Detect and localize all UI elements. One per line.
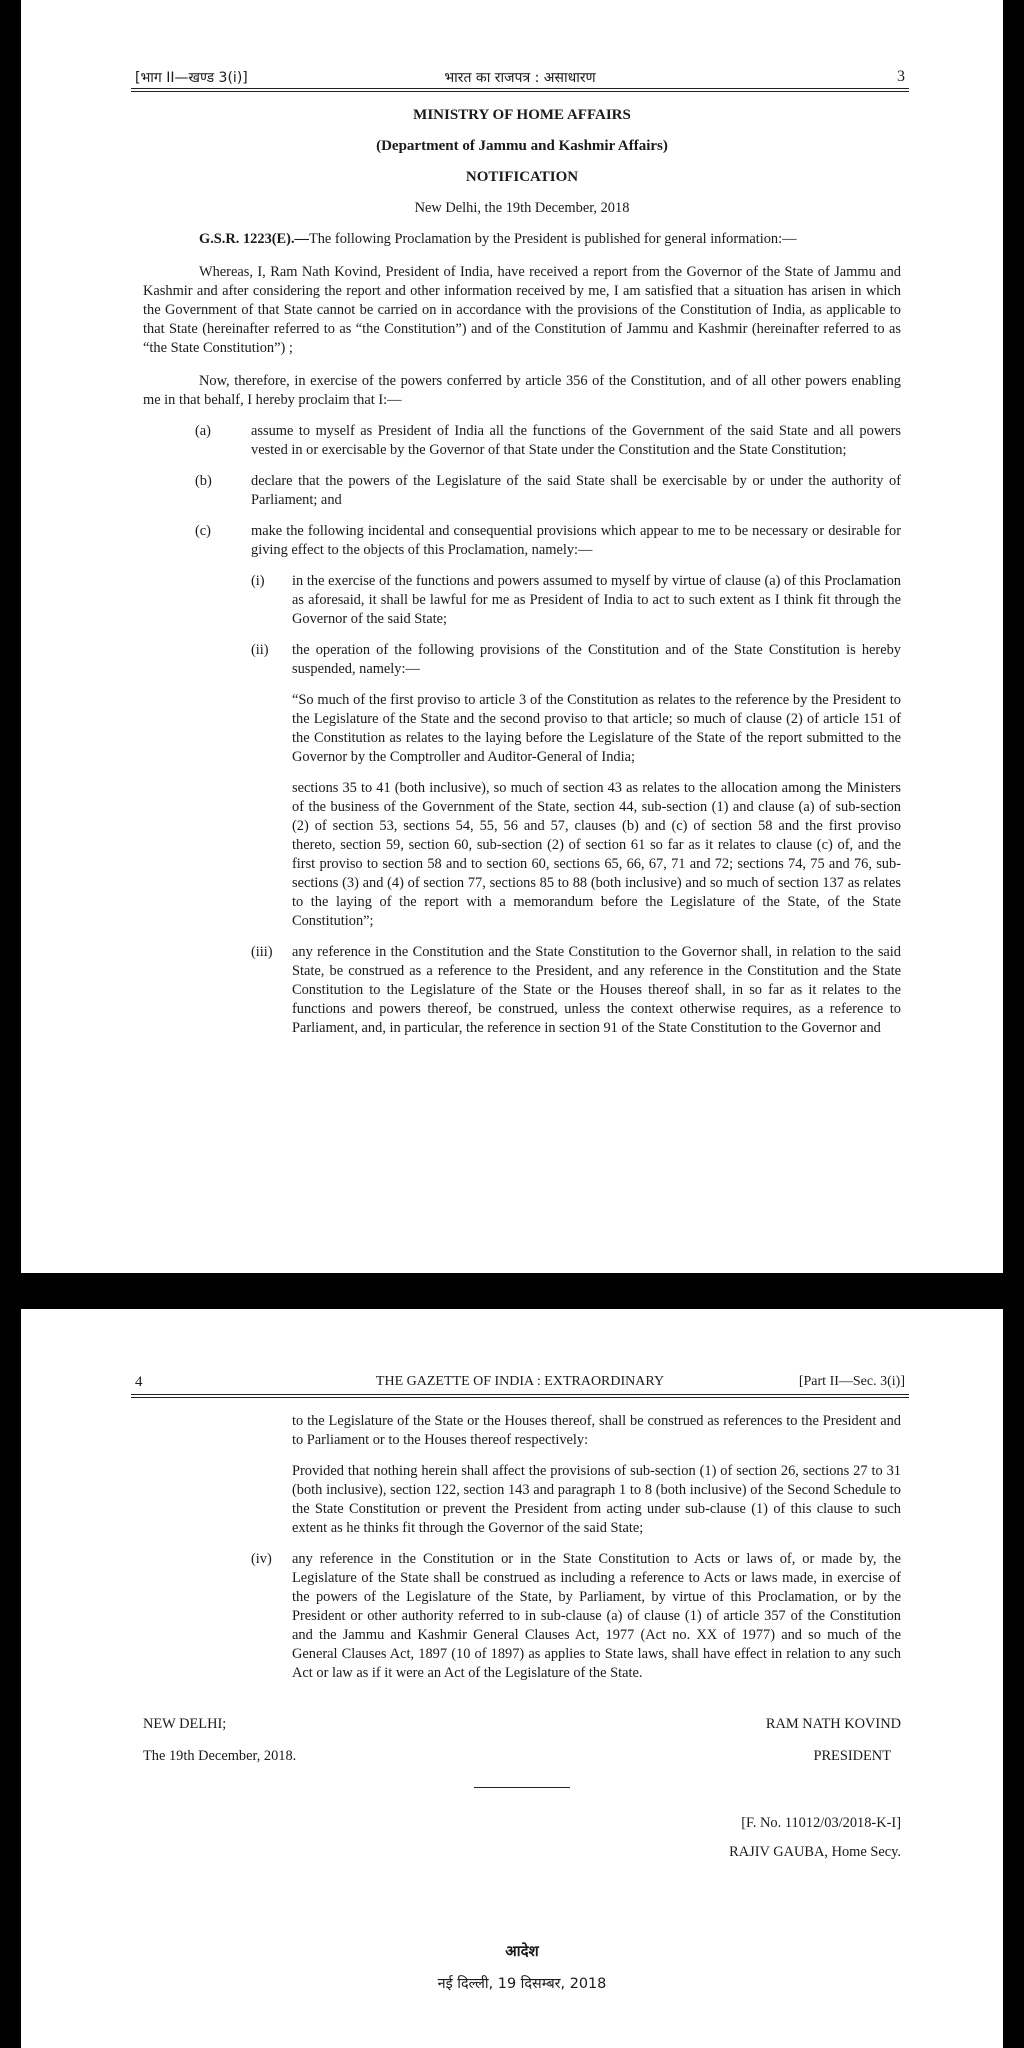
department-heading: (Department of Jammu and Kashmir Affairs) [376, 138, 668, 154]
clause-text: assume to myself as President of India all the functions of the Government of the said State and all powers vested in or exercisable by the Governor of that State under the Constitution and the State Constitution; [251, 423, 901, 458]
header-section-label: [भाग II—खण्ड 3(i)] [135, 70, 248, 86]
gazette-page-3 [21, 0, 1003, 1273]
gsr-paragraph [143, 230, 901, 249]
suspended-provisions-quote-2: sections 35 to 41 (both inclusive), so much of section 43 as relates to the allocation among the Ministers of the business of the Government of the State, section 44, sub-section (1) and clause (a) of sub-section (2) of section 53, sections 54, 55, 56 and 57, clauses (b) and (c) of section 58 and the first proviso thereto, section 59, section 60, sub-section (2) of section 61 so far as it relates to clause (c) of, and the first proviso to section 58 and to section 60, sections 65, 66, 67, 71 and 72; sections 74, 75 and 76, sub-sections (3) and (4) of section 77, sections 85 to 88 (both inclusive) and so much of section 137 as relates to the laying of the report with a memorandum before the Legislature of the State, of the State Constitution”; [292, 780, 901, 929]
subclause-ii [143, 641, 901, 679]
clause-label: (b) [195, 473, 212, 489]
continuation-text: to the Legislature of the State or the Houses thereof, shall be construed as references to the President and to Parliament or to the Houses thereof respectively: [292, 1413, 901, 1448]
clause-text: declare that the powers of the Legislature of the said State shall be exercisable by or under the authority of Parliament; and [251, 473, 901, 508]
page-number: 4 [135, 1374, 143, 1390]
gazette-page-4 [21, 1309, 1003, 2048]
dateline: New Delhi, the 19th December, 2018 [414, 200, 630, 216]
subclause-text: in the exercise of the functions and powers assumed to myself by virtue of clause (a) of this Proclamation as aforesaid, it shall be lawful for me as President of India to act to such extent as I think fit through the Governor of the said State; [292, 573, 901, 627]
subclause-i [143, 572, 901, 629]
clause-text: make the following incidental and consequential provisions which appear to me to be necessary or desirable for giving effect to the objects of this Proclamation, namely:— [251, 523, 901, 558]
subclause-label: (iv) [251, 1551, 272, 1567]
header-section-label: [Part II—Sec. 3(i)] [798, 1374, 905, 1389]
whereas-paragraph: Whereas, I, Ram Nath Kovind, President of India, have received a report from the Governor of the State of Jammu and Kashmir and after considering the report and other information received by me, I am satisfied that a situation has arisen in which the Government of that State cannot be carried on in accordance with the provisions of the Constitution of India, as applicable to that State (hereinafter referred to as “the Constitution”) and of the Constitution of Jammu and Kashmir (hereinafter referred to as “the State Constitution”) ; [143, 264, 901, 356]
subclause-iv [143, 1550, 901, 1683]
signature-row-2 [143, 1747, 901, 1767]
subclause-text: any reference in the Constitution or in the State Constitution to Acts or laws of, or made by, the Legislature of the State shall be construed as including a reference to Acts or laws made, in exercise of the powers of the Legislature of the State, by Parliament, by virtue of this Proclamation, or by the President or other authority referred to in sub-clause (a) of clause (1) of article 357 of the Constitution and the Jammu and Kashmir General Clauses Act, 1977 (Act no. XX of 1977) and so much of the General Clauses Act, 1897 (10 of 1897) as applies to State laws, shall have effect in relation to any such Act or law as if it were an Act of the Legislature of the State. [292, 1551, 901, 1681]
page-number: 3 [897, 68, 905, 85]
gsr-text: The following Proclamation by the President is published for general information:— [308, 231, 797, 247]
suspended-provisions-quote-1: “So much of the first proviso to article 3 of the Constitution as relates to the reference by the President to the Legislature of the State and the second proviso to that article; so much of clause (2) of article 151 of the Constitution as relates to the laying before the Legislature of the State of the report submitted to the Governor by the Comptroller and Auditor-General of India; [292, 692, 901, 765]
hindi-dateline: नई दिल्ली, 19 दिसम्बर, 2018 [437, 1976, 607, 1992]
subclause-text: any reference in the Constitution and the State Constitution to the Governor shall, in relation to the said State, be construed as a reference to the President, and any reference in the Constitution and the State Constitution to the Legislature of the State or the Houses thereof shall, in so far as it relates to the functions and powers thereof, be construed, unless the context otherwise requires, as a reference to Parliament, and, in particular, the reference in section 91 of the State Constitution to the Governor and [292, 944, 901, 1036]
ministry-heading: MINISTRY OF HOME AFFAIRS [413, 107, 631, 123]
clause-b [143, 472, 901, 510]
place-line: NEW DELHI; [143, 1716, 227, 1732]
separator-rule [474, 1787, 570, 1788]
clause-label: (c) [195, 523, 211, 539]
signature-row-1 [143, 1715, 901, 1735]
clause-c [143, 522, 901, 560]
clause-a [143, 422, 901, 460]
clause-label: (a) [195, 423, 211, 439]
page-header [131, 1374, 909, 1395]
file-number: [F. No. 11012/03/2018-K-I] [741, 1815, 901, 1831]
subclause-text: the operation of the following provisions of the Constitution and of the State Constitution is hereby suspended, namely:— [292, 642, 901, 677]
header-title: भारत का राजपत्र : असाधारण [444, 70, 596, 86]
signature-date: The 19th December, 2018. [143, 1748, 297, 1764]
signatory-name: RAM NATH KOVIND [765, 1716, 901, 1732]
hindi-order-heading: आदेश [505, 1942, 539, 1960]
subclause-iii [143, 943, 901, 1038]
subclause-label: (i) [251, 573, 265, 589]
proclamation-paragraph: Now, therefore, in exercise of the powers conferred by article 356 of the Constitution, and of all other powers enabling me in that behalf, I hereby proclaim that I:— [143, 373, 901, 408]
signatory-designation: PRESIDENT [813, 1748, 891, 1764]
proviso-paragraph: Provided that nothing herein shall affect the provisions of sub-section (1) of section 26, sections 27 to 31 (both inclusive), section 122, section 143 and paragraph 1 to 8 (both inclusive) of the Second Schedule to the State Constitution or prevent the President from acting under sub-clause (1) of this clause to such extent as he thinks fit through the Governor of the said State; [292, 1463, 901, 1536]
home-secretary: RAJIV GAUBA, Home Secy. [729, 1844, 901, 1860]
subclause-label: (ii) [251, 642, 269, 658]
header-title: THE GAZETTE OF INDIA : EXTRAORDINARY [375, 1374, 665, 1389]
page-header [131, 68, 909, 89]
notification-body [143, 106, 901, 1038]
notification-body-continued [143, 1412, 901, 1994]
gsr-number: G.S.R. 1223(E).— [199, 231, 309, 247]
notification-title: NOTIFICATION [465, 169, 579, 185]
subclause-label: (iii) [251, 944, 273, 960]
